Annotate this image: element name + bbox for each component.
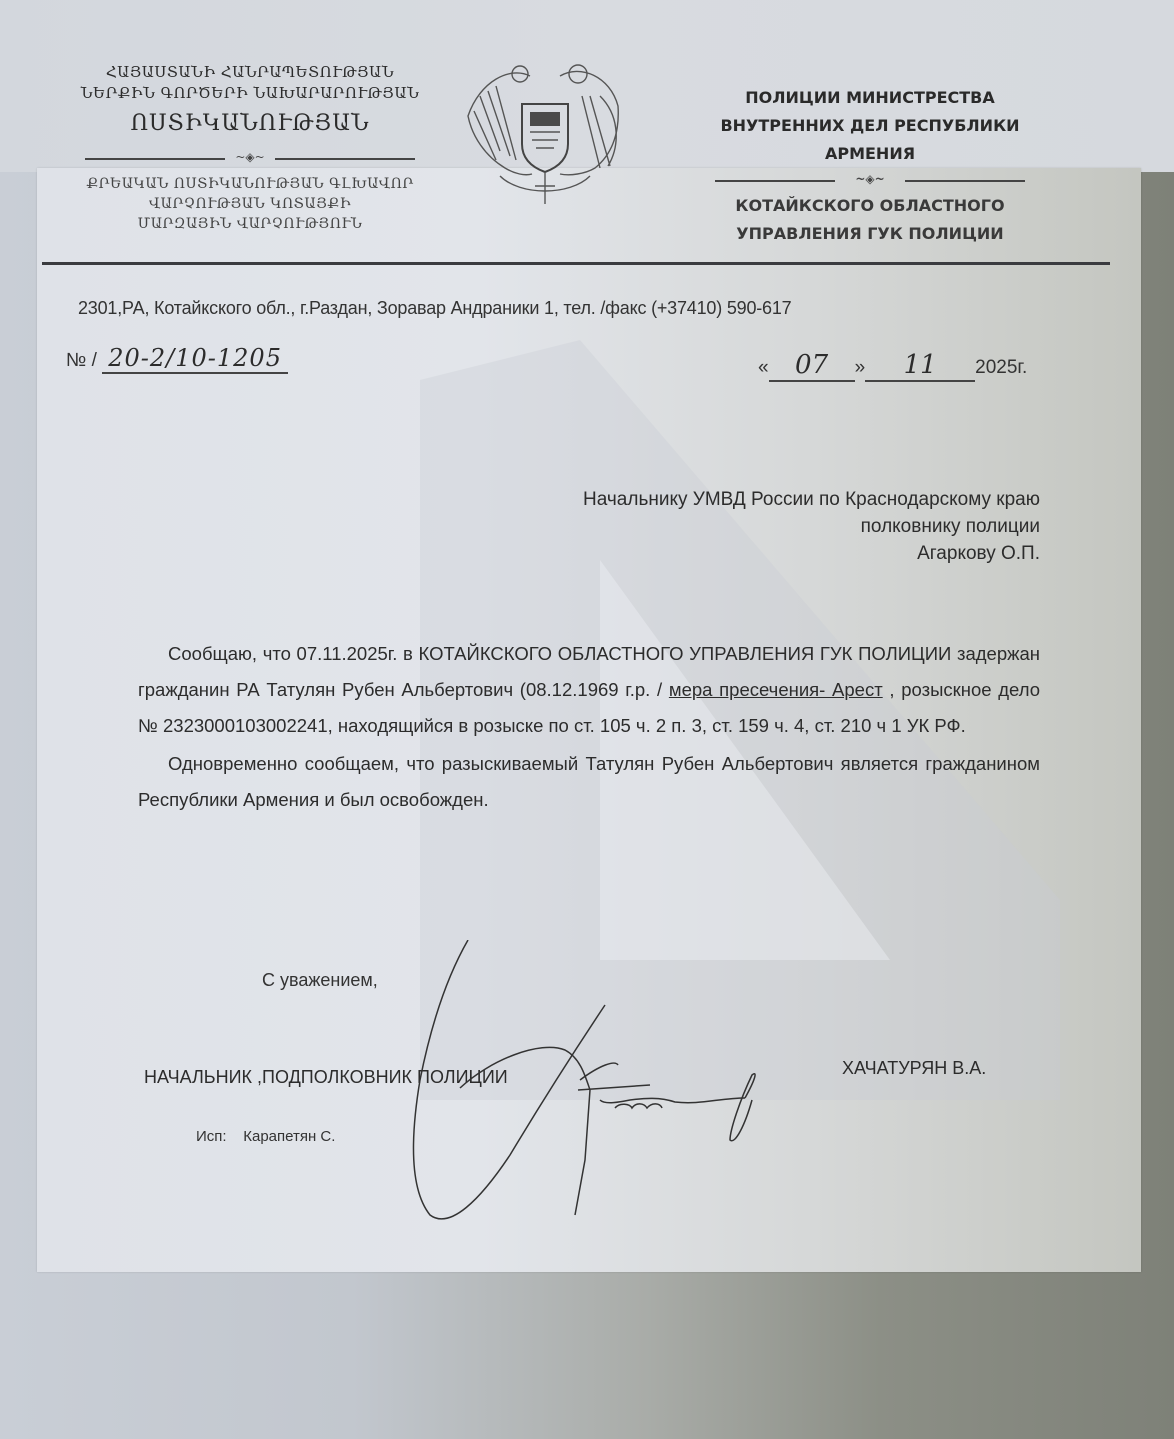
closing-salutation: С уважением, [262,970,378,990]
header-left-sub3: ՄԱՐԶԱՅԻՆ ՎԱՐՉՈՒԹՅՈՒՆ [137,216,363,232]
header-right-line3: АРМЕНИЯ [824,144,916,163]
reference-number [66,344,288,374]
header-left-divider [85,150,415,164]
header-right-line2: ВНУТРЕННИХ ДЕЛ РЕСПУБЛИКИ [720,116,1020,135]
header-left-line3: ՈՍՏԻԿԱՆՈՒԹՅԱՆ [130,111,370,136]
addressee-line1: Начальнику УМВД России по Краснодарскому краю [583,489,1040,510]
header-right-divider [715,172,1025,186]
header-left-line1: ՀԱՅԱՍՏԱՆԻ ՀԱՆՐԱՊԵՏՈՒԹՅԱՆ [105,63,395,81]
header-left-line2: ՆԵՐՔԻՆ ԳՈՐԾԵՐԻ ՆԱԽԱՐԱՐՈՒԹՅԱՆ [80,84,420,102]
body-p1-underlined: мера пресечения- Арест [668,679,883,700]
reference-prefix: № / [66,350,97,371]
date-close-quote: » [854,357,866,378]
coat-of-arms-icon [460,56,630,206]
reference-handwritten: 20-2/10-1205 [102,344,288,374]
addressee-line3: Агаркову О.П. [917,543,1040,564]
document-date [758,350,1027,382]
date-open-quote: « [758,357,769,378]
executor-name: Карапетян С. [243,1128,336,1145]
signatory-name: ХАЧАТУРЯН В.А. [842,1058,987,1078]
header-right-sub1: КОТАЙКСКОГО ОБЛАСТНОГО [735,196,1005,215]
body-paragraph-1 [138,636,1040,744]
ornament-icon: ~◈~ [235,150,265,164]
ornament-icon: ~◈~ [855,172,885,186]
addressee-block [583,486,1040,567]
body-paragraph-2: Одновременно сообщаем, что разыскиваемый Татулян Рубен Альбертович является гражданином Республики Армения и был освобожден. [138,753,1040,810]
header-right-russian [690,84,1050,248]
signatory-title: НАЧАЛЬНИК ,ПОДПОЛКОВНИК ПОЛИЦИИ [144,1067,508,1087]
header-rule [42,262,1110,265]
letter-body [138,636,1040,818]
body-p1-part2: , розыскное дело № 2323000103002241, находящийся в розыске по ст. 105 ч. 2 п. 3, ст. 159 ч. 4, ст. 210 ч 1 УК РФ. [138,679,1041,736]
date-day: 07 [769,350,855,382]
header-right-line1: ПОЛИЦИИ МИНИСТРЕСТВА [745,88,995,107]
header-right-sub2: УПРАВЛЕНИЯ ГУК ПОЛИЦИИ [736,224,1004,243]
header-left-armenian [40,62,460,234]
header-left-sub1: ՔՐԵԱԿԱՆ ՈՍՏԻԿԱՆՈՒԹՅԱՆ ԳԼԽԱՎՈՐ [86,176,414,192]
date-year: 2025г. [975,357,1028,378]
header-left-sub2: ՎԱՐՉՈՒԹՅԱՆ ԿՈՏԱՅՔԻ [148,196,352,212]
executor [196,1128,335,1145]
date-month: 11 [865,350,975,382]
sender-address: 2301,РА, Котайкского обл., г.Раздан, Зоравар Андраники 1, тел. /факс (+37410) 590-617 [78,298,792,318]
executor-label: Исп: [196,1128,227,1145]
addressee-line2: полковнику полиции [860,516,1040,537]
body-p1-part1: Сообщаю, что 07.11.2025г. в КОТАЙКСКОГО ОБЛАСТНОГО УПРАВЛЕНИЯ ГУК ПОЛИЦИИ задержан гражданин РА Татулян Рубен Альбертович (08.12.1969 г.р. / [138,643,1040,700]
